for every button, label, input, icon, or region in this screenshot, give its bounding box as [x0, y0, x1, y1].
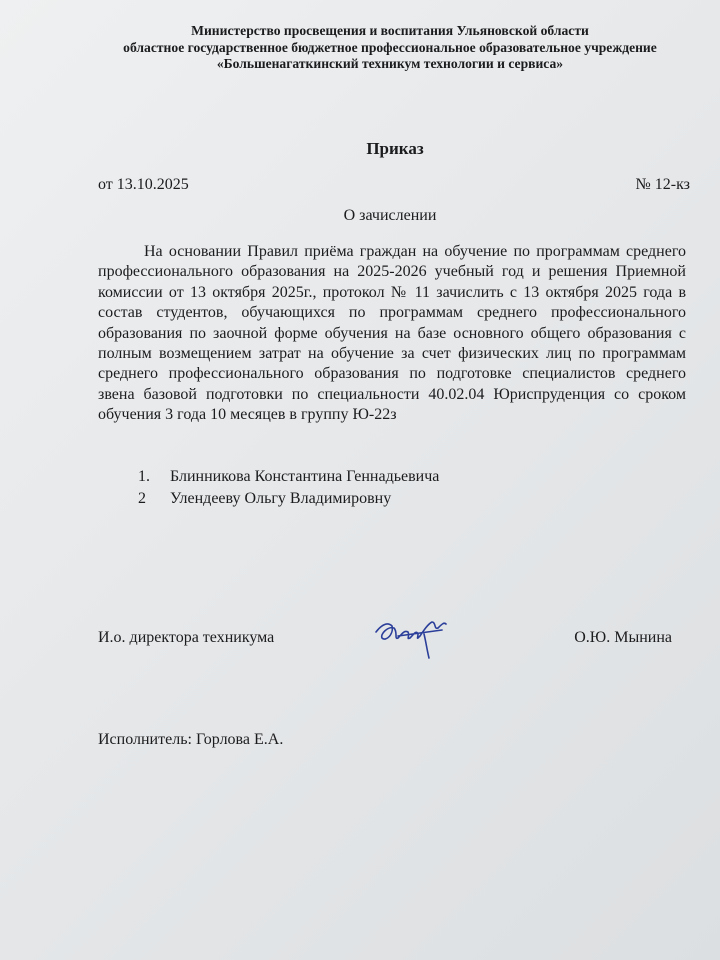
list-item: [138, 488, 439, 510]
signatory-position: И.о. директора техникума: [98, 629, 275, 646]
student-list: [138, 466, 439, 510]
order-body: На основании Правил приёма граждан на обучение по программам среднего профессионального образования на 2025-2026 учебный год и решения Приемной комиссии от 13 октября 2025г., протокол № 11 зачислить с 13 октября 2025 года в состав студентов, обучающихся по программам среднего профессионального образования по заочной форме обучения на базе основного общего образования с полным возмещением затрат на обучение за счет физических лиц по программам среднего профессионального образования по подготовке специалистов среднего звена базовой подготовки по специальности 40.02.04 Юриспруденция со сроком обучения 3 года 10 месяцев в группу Ю-22з: [98, 243, 686, 424]
list-item-name: Улендееву Ольгу Владимировну: [170, 490, 392, 507]
list-item: [138, 466, 439, 488]
list-item-number: 2: [138, 490, 146, 507]
list-item-number: 1.: [138, 468, 150, 485]
order-date: от 13.10.2025: [98, 176, 189, 193]
list-item-name: Блинникова Константина Геннадьевича: [170, 468, 440, 485]
institution-type-line: областное государственное бюджетное профессиональное образовательное учреждение: [123, 39, 657, 55]
organization-header: [70, 23, 710, 73]
order-subject: О зачислении: [343, 207, 437, 224]
executor-line: Исполнитель: Горлова Е.А.: [98, 731, 284, 748]
institution-name-line: «Большенагаткинский техникум технологии и сервиса»: [216, 56, 564, 71]
handwritten-signature: [372, 612, 450, 660]
signatory-name: О.Ю. Мынина: [574, 629, 672, 646]
document-title: Приказ: [366, 139, 424, 158]
ministry-line: Министерство просвещения и воспитания Ульяновской области: [191, 23, 589, 38]
order-number: № 12-кз: [635, 176, 690, 193]
